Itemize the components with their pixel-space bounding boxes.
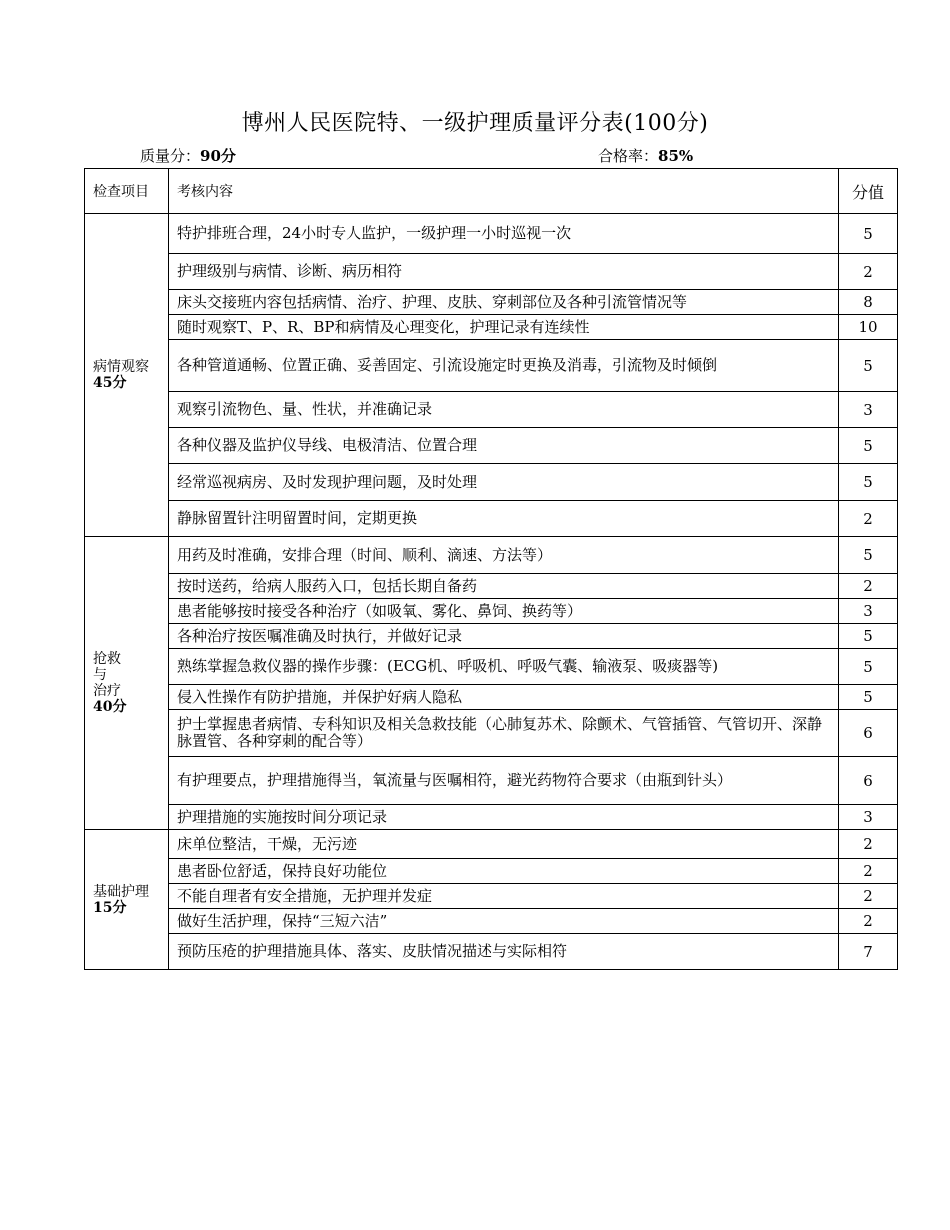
header-content: 考核内容	[169, 169, 839, 214]
criterion-text: 床头交接班内容包括病情、治疗、护理、皮肤、穿刺部位及各种引流管情况等	[169, 290, 839, 315]
criterion-score: 3	[839, 392, 898, 428]
criterion-score: 7	[839, 934, 898, 970]
criterion-score: 3	[839, 599, 898, 624]
criterion-text: 熟练掌握急救仪器的操作步骤：(ECG机、呼吸机、呼吸气囊、输液泵、吸痰器等)	[169, 649, 839, 685]
criterion-text: 做好生活护理，保持“三短六洁”	[169, 909, 839, 934]
criterion-text: 特护排班合理，24小时专人监护，一级护理一小时巡视一次	[169, 214, 839, 254]
section-points: 45分	[93, 375, 127, 391]
table-row	[85, 315, 898, 340]
pass-rate-value: 85%	[658, 147, 694, 165]
criterion-text: 用药及时准确，安排合理（时间、顺利、滴速、方法等）	[169, 537, 839, 574]
table-header-row	[85, 169, 898, 214]
pass-rate-label: 合格率：	[598, 147, 659, 165]
criterion-score: 2	[839, 501, 898, 537]
criterion-score: 5	[839, 340, 898, 392]
quality-score	[140, 145, 236, 166]
pass-rate	[598, 145, 693, 166]
table-row	[85, 392, 898, 428]
table-row	[85, 830, 898, 859]
section-points: 40分	[93, 699, 127, 715]
criterion-text: 护士掌握患者病情、专科知识及相关急救技能（心肺复苏术、除颤术、气管插管、气管切开、深静脉置管、各种穿刺的配合等）	[169, 710, 839, 757]
criterion-score: 2	[839, 574, 898, 599]
criterion-text: 预防压疮的护理措施具体、落实、皮肤情况描述与实际相符	[169, 934, 839, 970]
table-row	[85, 649, 898, 685]
table-row	[85, 624, 898, 649]
table-row	[85, 214, 898, 254]
table-row	[85, 340, 898, 392]
table-row	[85, 599, 898, 624]
criterion-score: 3	[839, 805, 898, 830]
criterion-text: 护理措施的实施按时间分项记录	[169, 805, 839, 830]
table-row	[85, 254, 898, 290]
table-row	[85, 428, 898, 464]
criterion-score: 2	[839, 859, 898, 884]
table-row	[85, 909, 898, 934]
table-row	[85, 805, 898, 830]
criterion-text: 患者能够按时接受各种治疗（如吸氧、雾化、鼻饲、换药等）	[169, 599, 839, 624]
criterion-score: 5	[839, 428, 898, 464]
quality-score-label: 质量分：	[140, 147, 201, 165]
criterion-score: 6	[839, 710, 898, 757]
header-score: 分值	[839, 169, 898, 214]
criterion-score: 8	[839, 290, 898, 315]
criterion-score: 6	[839, 757, 898, 805]
table-row	[85, 501, 898, 537]
criterion-text: 各种管道通畅、位置正确、妥善固定、引流设施定时更换及消毒，引流物及时倾倒	[169, 340, 839, 392]
section-cell	[85, 537, 169, 830]
section-name: 基础护理	[93, 883, 149, 900]
criterion-score: 10	[839, 315, 898, 340]
criterion-text: 观察引流物色、量、性状，并准确记录	[169, 392, 839, 428]
criterion-score: 5	[839, 537, 898, 574]
criterion-score: 5	[839, 464, 898, 501]
page-title: 博州人民医院特、一级护理质量评分表(100分)	[241, 111, 709, 136]
criterion-text: 经常巡视病房、及时发现护理问题，及时处理	[169, 464, 839, 501]
criterion-text: 按时送药，给病人服药入口，包括长期自备药	[169, 574, 839, 599]
table-row	[85, 290, 898, 315]
criterion-text: 不能自理者有安全措施，无护理并发症	[169, 884, 839, 909]
table-row	[85, 884, 898, 909]
criterion-text: 护理级别与病情、诊断、病历相符	[169, 254, 839, 290]
criterion-score: 2	[839, 909, 898, 934]
section-cell	[85, 830, 169, 970]
criterion-score: 5	[839, 685, 898, 710]
header-item: 检查项目	[85, 169, 169, 214]
criterion-text: 各种仪器及监护仪导线、电极清洁、位置合理	[169, 428, 839, 464]
table-row	[85, 710, 898, 757]
table-body	[85, 214, 898, 970]
table-row	[85, 757, 898, 805]
criterion-text: 患者卧位舒适，保持良好功能位	[169, 859, 839, 884]
criterion-score: 2	[839, 884, 898, 909]
criterion-text: 床单位整洁，干燥，无污迹	[169, 830, 839, 859]
table-row	[85, 934, 898, 970]
criterion-text: 各种治疗按医嘱准确及时执行，并做好记录	[169, 624, 839, 649]
criterion-text: 静脉留置针注明留置时间，定期更换	[169, 501, 839, 537]
table-row	[85, 685, 898, 710]
criterion-score: 2	[839, 830, 898, 859]
criterion-text: 侵入性操作有防护措施，并保护好病人隐私	[169, 685, 839, 710]
section-name: 病情观察	[93, 359, 149, 375]
criterion-score: 5	[839, 214, 898, 254]
table-row	[85, 464, 898, 501]
section-name: 抢救 与 治疗	[93, 651, 121, 699]
table-row	[85, 537, 898, 574]
scoring-table	[84, 168, 898, 970]
section-points: 15分	[93, 899, 127, 916]
criterion-text: 有护理要点，护理措施得当，氧流量与医嘱相符，避光药物符合要求（由瓶到针头）	[169, 757, 839, 805]
criterion-score: 5	[839, 624, 898, 649]
table-row	[85, 574, 898, 599]
criterion-text: 随时观察T、P、R、BP和病情及心理变化，护理记录有连续性	[169, 315, 839, 340]
criterion-score: 2	[839, 254, 898, 290]
criterion-score: 5	[839, 649, 898, 685]
section-cell	[85, 214, 169, 537]
quality-score-value: 90分	[200, 147, 236, 165]
table-row	[85, 859, 898, 884]
